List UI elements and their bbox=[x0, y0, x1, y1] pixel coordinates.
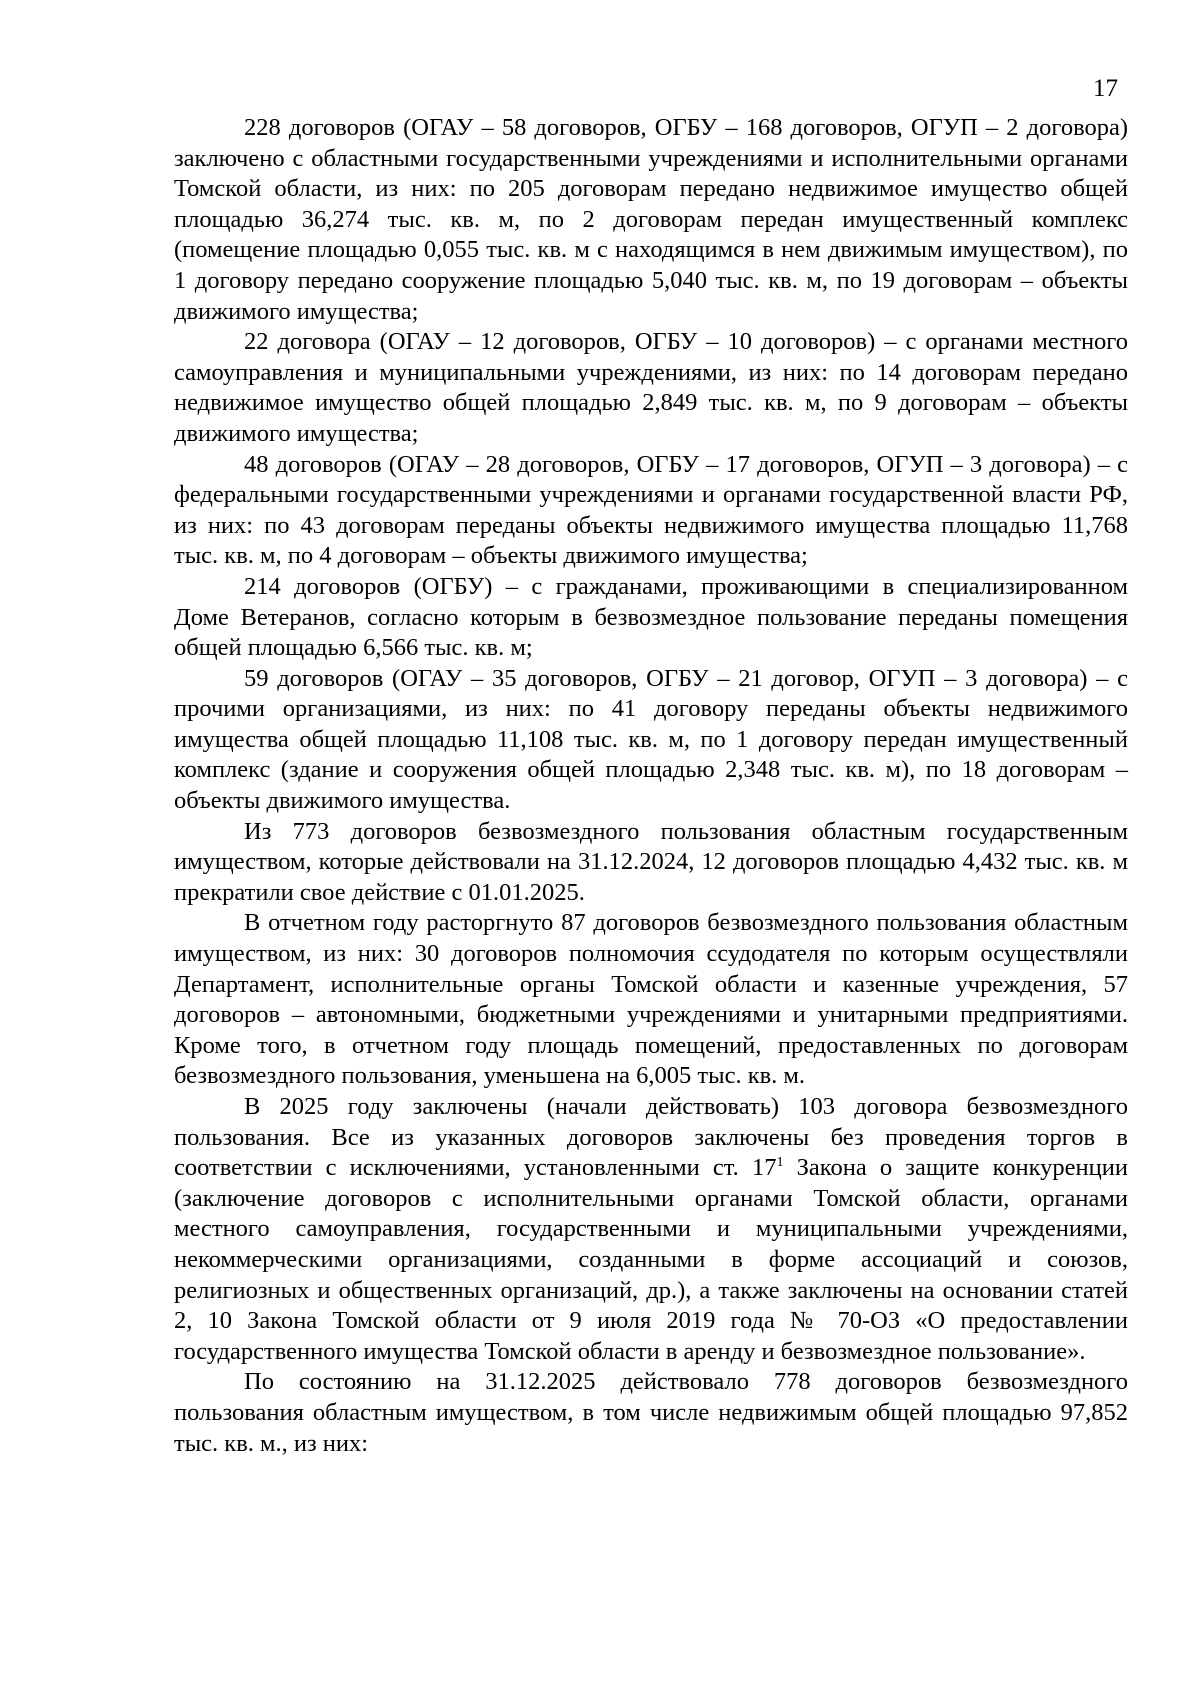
paragraph-new-contracts-part1: В 2025 году заключены (начали действовать) 103 договора безвозмездного пользования. Все из указанных договоров заключены без проведения торгов в соответствии с исключениями, установленными ст. 17 bbox=[174, 1093, 1128, 1182]
paragraph-new-contracts-part2: Закона о защите конкуренции (заключение договоров с исполнительными органами Томской области, органами местного самоуправления, государственными и муниципальными учреждениями, некоммерческими организациями, созданными в форме ассоциаций и союзов, религиозных и общественных организаций, др.), а также заключены на основании статей 2, 10 Закона Томской области от 9 июля 2019 года № 70-ОЗ «О предоставлении государственного имущества Томской области в аренду и безвозмездное пользование». bbox=[174, 1154, 1128, 1365]
paragraph-other-organizations: 59 договоров (ОГАУ – 35 договоров, ОГБУ – 21 договор, ОГУП – 3 договора) – с прочими организациями, из них: по 41 договору переданы объекты недвижимого имущества общей площадью 11,108 тыс. кв. м, по 1 договору передан имущественный комплекс (здание и сооружения общей площадью 2,348 тыс. кв. м), по 18 договорам – объекты движимого имущества. bbox=[174, 664, 1128, 815]
page-number: 17 bbox=[1093, 75, 1118, 102]
paragraph-veterans-home: 214 договоров (ОГБУ) – с гражданами, проживающими в специализированном Доме Ветеранов, согласно которым в безвозмездное пользование переданы помещения общей площадью 6,566 тыс. кв. м; bbox=[174, 572, 1128, 662]
paragraph-cancelled-contracts: В отчетном году расторгнуто 87 договоров безвозмездного пользования областным имуществом, из них: 30 договоров полномочия ссудодателя по которым осуществляли Департамент, исполнительные органы Томской области и казенные учреждения, 57 договоров – автономными, бюджетными учреждениями и унитарными предприятиями. Кроме того, в отчетном году площадь помещений, предоставленных по договорам безвозмездного пользования, уменьшена на 6,005 тыс. кв. м. bbox=[174, 909, 1128, 1090]
footnote-superscript: 1 bbox=[776, 1155, 784, 1171]
paragraph-local-government: 22 договора (ОГАУ – 12 договоров, ОГБУ – 10 договоров) – с органами местного самоуправления и муниципальными учреждениями, из них: по 14 договорам передано недвижимое имущество общей площадью 2,849 тыс. кв. м, по 9 договорам – объекты движимого имущества; bbox=[174, 328, 1128, 447]
paragraph-terminated-2025: Из 773 договоров безвозмездного пользования областным государственным имуществом, которые действовали на 31.12.2024, 12 договоров площадью 4,432 тыс. кв. м прекратили свое действие с 01.01.2025. bbox=[174, 817, 1128, 906]
paragraph-regional-institutions: 228 договоров (ОГАУ – 58 договоров, ОГБУ – 168 договоров, ОГУП – 2 договора) заключено с областными государственными учреждениями и исполнительными органами Томской области, из них: по 205 договорам передано недвижимое имущество общей площадью 36,274 тыс. кв. м, по 2 договорам передан имущественный комплекс (помещение площадью 0,055 тыс. кв. м с находящимся в нем движимым имуществом), по 1 договору передано сооружение площадью 5,040 тыс. кв. м, по 19 договорам – объекты движимого имущества; bbox=[174, 114, 1128, 325]
paragraph-new-contracts-2025 bbox=[174, 1092, 1128, 1367]
document-body bbox=[174, 113, 1128, 1459]
paragraph-federal-institutions: 48 договоров (ОГАУ – 28 договоров, ОГБУ – 17 договоров, ОГУП – 3 договора) – с федеральными государственными учреждениями и органами государственной власти РФ, из них: по 43 договорам переданы объекты недвижимого имущества площадью 11,768 тыс. кв. м, по 4 договорам – объекты движимого имущества; bbox=[174, 450, 1128, 570]
paragraph-status-31-12-2025: По состоянию на 31.12.2025 действовало 778 договоров безвозмездного пользования областным имуществом, в том числе недвижимым общей площадью 97,852 тыс. кв. м., из них: bbox=[174, 1368, 1128, 1457]
